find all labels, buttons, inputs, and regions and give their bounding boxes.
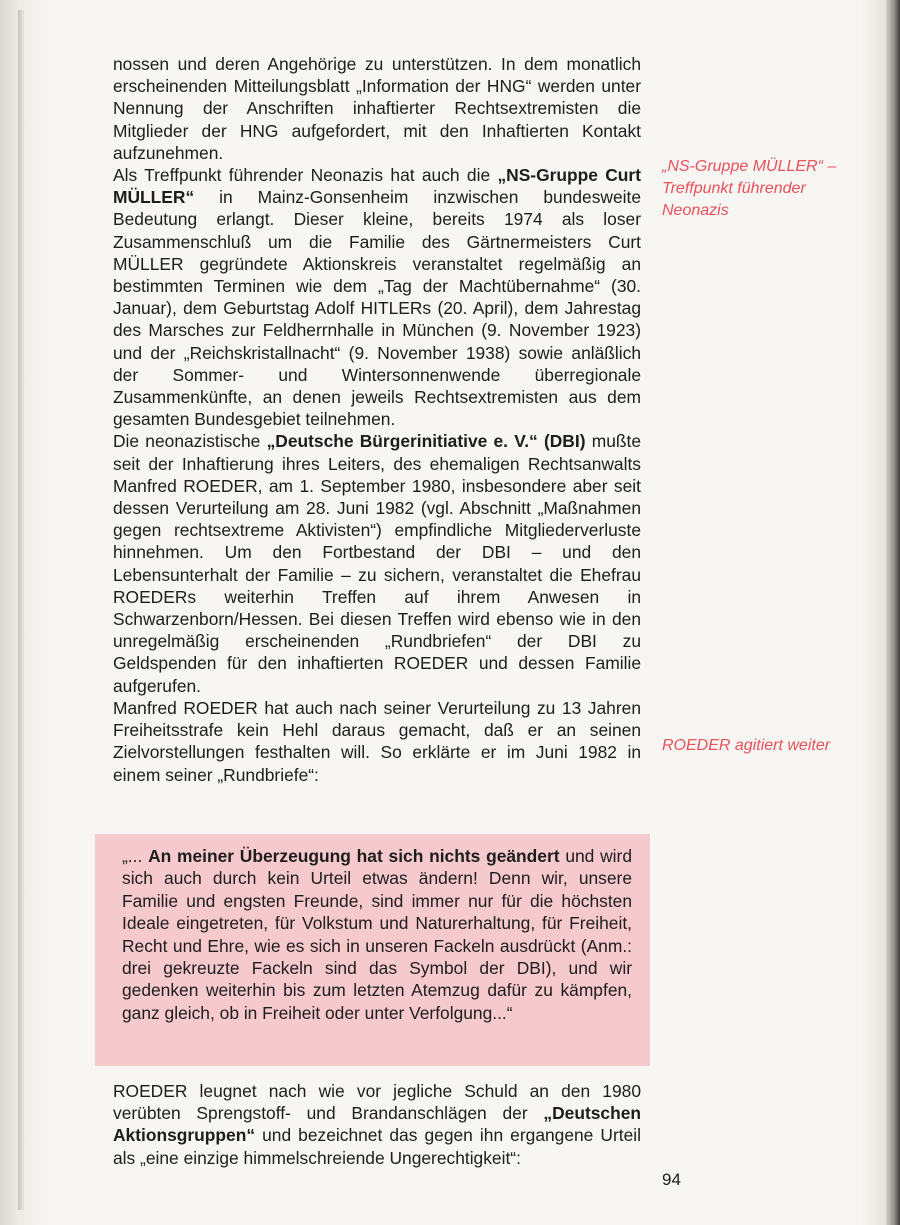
quote-remainder: und wird sich auch durch kein Urteil etwas ändern! Denn wir, unsere Familie und engsten Freunde, sind immer nur für die höchsten Ideale eingetreten, für Volkstum und Naturerhaltung, für Freiheit, Recht und Ehre, wie es sich in unseren Fackeln ausdrückt (Anm.: drei gekreuzte Fackeln sind das Symbol der DBI), und wir gedenken weiterhin bis zum letzten Atemzug dafür zu kämpfen, ganz gleich, ob in Freiheit oder unter Verfolgung...“ [122,846,632,1023]
page-edge [886,0,900,1225]
paragraph-dbi [113,430,641,696]
aktionsgruppen-name: „Deutschen Aktionsgruppen“ [113,1103,641,1146]
paragraph-ns-gruppe-intro: Als Treffpunkt führender Neonazis hat auch die [113,165,498,186]
paragraph-hng: nossen und deren Angehörige zu unterstützen. In dem monatlich erscheinenden Mitteilungsblatt „Information der HNG“ werden unter Nennung der Anschriften inhaftierter Rechtsextremisten die Mitglieder der HNG aufgefordert, mit den Inhaftierten Kontakt aufzunehmen. [113,54,641,163]
paragraph-dbi-intro: Die neonazistische [113,431,267,452]
quote-opening: „... [122,846,149,866]
main-text-column [113,53,641,786]
margin-note-ns-gruppe-line1: „NS-Gruppe MÜLLER“ – [662,158,837,175]
ns-gruppe-name: „NS-Gruppe Curt MÜLLER“ [113,165,641,208]
paragraph-dbi-body: mußte seit der Inhaftierung ihres Leiters, des ehemaligen Rechtsanwalts Manfred ROEDER, am 1. September 1980, insbesondere aber seit dessen Verurteilung am 28. Juni 1982 (vgl. Abschnitt „Maßnahmen gegen rechtsextreme Aktivisten“) empfindliche Mitgliederverluste hinnehmen. Um den Fortbestand der DBI – und den Lebensunterhalt der Familie – zu sichern, veranstaltet die Ehefrau ROEDERs weiterhin Treffen auf ihrem Anwesen in Schwarzenborn/Hessen. Bei diesen Treffen wird ebenso wie in den unregelmäßig erscheinenden „Rundbriefen“ der DBI zu Geldspenden für den inhaftierten ROEDER und dessen Familie aufgerufen. [113,431,641,696]
margin-note-ns-gruppe-line3: Neonazis [662,202,729,219]
quote-bold-statement: An meiner Überzeugung hat sich nichts geändert [148,846,560,866]
paragraph-aktionsgruppen [113,1080,641,1169]
page-binding [18,10,24,1210]
roeder-quote [122,845,632,1024]
margin-note-ns-gruppe [662,156,882,222]
margin-note-ns-gruppe-line2: Treffpunkt führender [662,180,806,197]
paragraph-aktionsgruppen-intro: ROEDER leugnet nach wie vor jegliche Schuld an den 1980 verübten Sprengstoff- und Brandanschlägen der [113,1081,641,1124]
dbi-name: „Deutsche Bürgerinitiative e. V.“ (DBI) [266,431,586,452]
paragraph-ns-gruppe [113,164,641,430]
closing-text-column [113,1080,641,1169]
margin-note-roeder: ROEDER agitiert weiter [662,737,831,754]
paragraph-roeder: Manfred ROEDER hat auch nach seiner Verurteilung zu 13 Jahren Freiheitsstrafe kein Hehl daraus gemacht, daß er an seinen Zielvorstellungen festhalten will. So erklärte er im Juni 1982 in einem seiner „Rundbriefe“: [113,697,641,785]
paragraph-aktionsgruppen-body: und bezeichnet das gegen ihn ergangene Urteil als „eine einzige himmelschreiende Ungerechtigkeit“: [113,1125,641,1168]
paragraph-ns-gruppe-body: in Mainz-Gonsenheim inzwischen bundesweite Bedeutung erlangt. Dieser kleine, bereits 1974 als loser Zusammenschluß um die Familie des Gärtnermeisters Curt MÜLLER gegründete Aktionskreis veranstaltet regelmäßig an bestimmten Terminen wie dem „Tag der Machtübernahme“ (30. Januar), dem Geburtstag Adolf HITLERs (20. April), dem Jahrestag des Marsches zur Feldherrnhalle in München (9. November 1923) und der „Reichskristallnacht“ (9. November 1938) sowie anläßlich der Sommer- und Wintersonnenwende überregionale Zusammenkünfte, an denen jeweils Rechtsextremisten aus dem gesamten Bundesgebiet teilnehmen. [113,187,641,430]
page-number: 94 [662,1170,681,1189]
